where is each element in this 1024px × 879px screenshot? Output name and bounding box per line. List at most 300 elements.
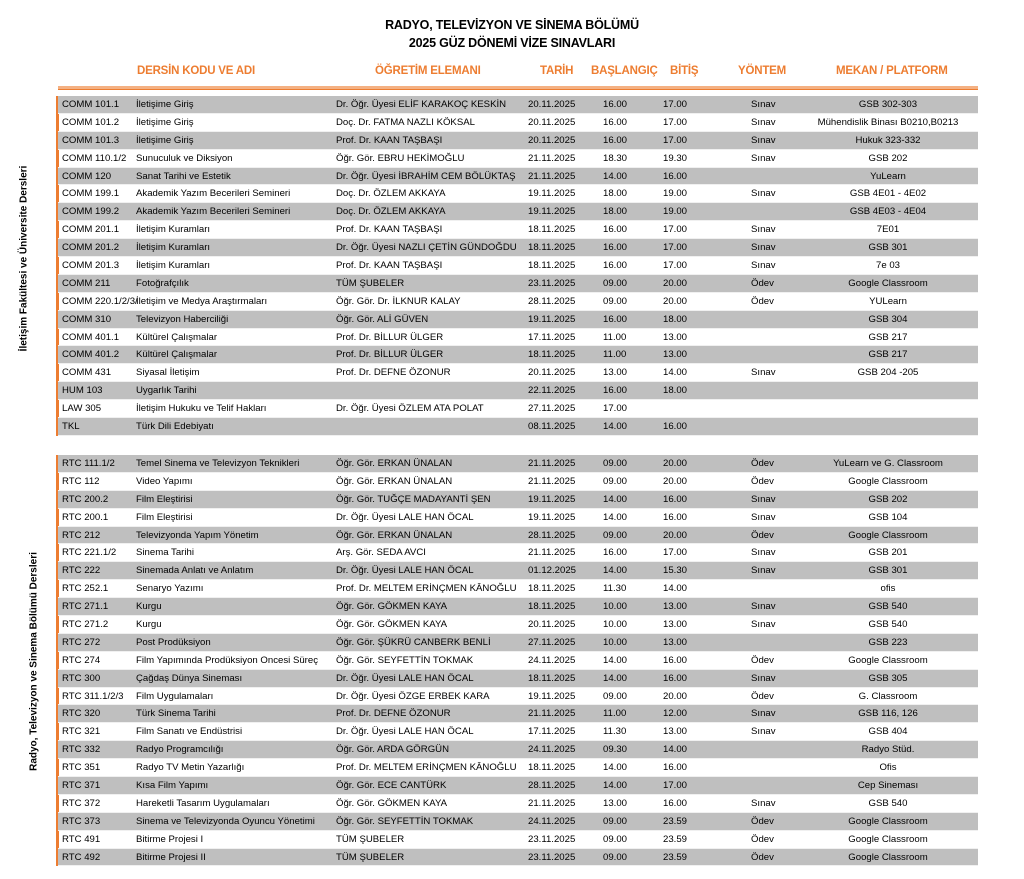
exam-place: Radyo Stüd. xyxy=(861,744,915,756)
start-time: 11.00 xyxy=(603,349,627,361)
exam-method: Sınav xyxy=(751,134,776,146)
course-name: Televizyon Haberciliği xyxy=(136,313,229,325)
course-code: COMM 201.1 xyxy=(62,224,120,236)
exam-date: 18.11.2025 xyxy=(528,224,576,236)
end-time: 17.00 xyxy=(663,547,688,559)
course-name: Akademik Yazım Becerileri Semineri xyxy=(136,206,291,218)
exam-method: Sınav xyxy=(751,242,776,254)
start-time: 09.00 xyxy=(603,277,628,289)
exam-place: GSB 540 xyxy=(868,601,908,613)
exam-place: 7e 03 xyxy=(875,260,900,272)
exam-place: Google Classroom xyxy=(848,833,928,845)
exam-date: 19.11.2025 xyxy=(528,493,576,505)
exam-method: Ödev xyxy=(751,529,774,541)
exam-place: GSB 404 xyxy=(868,726,908,738)
instructor: Öğr. Gör. ERKAN ÜNALAN xyxy=(336,475,453,487)
exam-method: Sınav xyxy=(751,99,776,110)
exam-date: 21.11.2025 xyxy=(528,458,576,469)
table-row xyxy=(58,741,978,759)
table-row xyxy=(58,580,978,598)
end-time: 14.00 xyxy=(663,583,688,595)
course-name: Radyo Programcılığı xyxy=(136,744,224,756)
course-name: Temel Sinema ve Televizyon Teknikleri xyxy=(136,458,300,469)
exam-date: 18.11.2025 xyxy=(528,242,576,254)
exam-place: Google Classroom xyxy=(848,851,928,863)
exam-date: 21.11.2025 xyxy=(528,475,576,487)
course-code: RTC 320 xyxy=(62,708,101,720)
course-name: Video Yapımı xyxy=(136,475,193,487)
course-name: Sinema ve Televizyonda Oyuncu Yönetimi xyxy=(136,815,315,827)
course-name: Akademik Yazım Becerileri Semineri xyxy=(136,188,291,200)
exam-place: GSB 201 xyxy=(868,547,908,559)
end-time: 18.00 xyxy=(663,313,688,325)
exam-method: Sınav xyxy=(751,601,776,613)
exam-date: 27.11.2025 xyxy=(528,636,576,648)
exam-place: Google Classroom xyxy=(848,475,928,487)
exam-method: Sınav xyxy=(751,224,776,236)
exam-date: 20.11.2025 xyxy=(528,99,576,110)
course-code: RTC 274 xyxy=(62,654,101,666)
course-code: RTC 372 xyxy=(62,797,101,809)
start-time: 16.00 xyxy=(603,260,628,272)
course-code: HUM 103 xyxy=(62,385,103,397)
course-code: COMM 101.1 xyxy=(62,99,120,110)
end-time: 13.00 xyxy=(663,619,688,631)
end-time: 17.00 xyxy=(663,134,688,146)
exam-method: Ödev xyxy=(751,458,774,469)
exam-date: 19.11.2025 xyxy=(528,313,576,325)
instructor: Öğr. Gör. TUĞÇE MADAYANTİ ŞEN xyxy=(336,493,491,505)
start-time: 13.00 xyxy=(603,367,628,379)
exam-date: 18.11.2025 xyxy=(528,672,576,684)
exam-date: 18.11.2025 xyxy=(528,583,576,595)
table-row xyxy=(58,652,978,670)
instructor: Dr. Öğr. Üyesi ÖZLEM ATA POLAT xyxy=(336,403,484,415)
table-row xyxy=(58,544,978,562)
start-time: 10.00 xyxy=(603,601,628,613)
start-time: 16.00 xyxy=(603,224,628,236)
course-name: İletişim Kuramları xyxy=(136,224,211,236)
start-time: 09.00 xyxy=(603,815,628,827)
exam-place: GSB 302-303 xyxy=(858,99,918,110)
instructor: Öğr. Gör. GÖKMEN KAYA xyxy=(336,601,448,613)
table-row xyxy=(58,562,978,580)
instructor: TÜM ŞUBELER xyxy=(336,833,405,845)
instructor: Doç. Dr. ÖZLEM AKKAYA xyxy=(336,206,446,218)
end-time: 20.00 xyxy=(663,458,688,469)
exam-method: Sınav xyxy=(751,367,776,379)
exam-method: Ödev xyxy=(751,654,774,666)
end-time: 23.59 xyxy=(663,833,688,845)
exam-place: GSB 305 xyxy=(868,672,908,684)
instructor: Dr. Öğr. Üyesi ÖZGE ERBEK KARA xyxy=(336,690,490,702)
instructor: Öğr. Gör. EBRU HEKİMOĞLU xyxy=(336,152,465,164)
end-time: 13.00 xyxy=(663,726,688,738)
exam-method: Ödev xyxy=(751,851,774,863)
table-row xyxy=(58,616,978,634)
course-name: Senaryo Yazımı xyxy=(136,583,204,595)
document-subtitle: 2025 GÜZ DÖNEMİ VİZE SINAVLARI xyxy=(408,36,616,50)
instructor: Dr. Öğr. Üyesi LALE HAN ÖCAL xyxy=(336,726,474,738)
course-name: Siyasal İletişim xyxy=(136,367,200,379)
course-code: COMM 401.2 xyxy=(62,349,120,361)
exam-place: GSB 540 xyxy=(868,619,908,631)
exam-method: Sınav xyxy=(751,188,776,200)
start-time: 09.00 xyxy=(603,833,628,845)
exam-method: Ödev xyxy=(751,690,774,702)
course-code: COMM 101.3 xyxy=(62,134,120,146)
course-name: Sunuculuk ve Diksiyon xyxy=(136,152,233,164)
exam-date: 23.11.2025 xyxy=(528,851,576,863)
instructor: Prof. Dr. BİLLUR ÜLGER xyxy=(336,331,444,343)
instructor: Prof. Dr. KAAN TAŞBAŞI xyxy=(336,224,443,236)
course-name: İletişim ve Medya Araştırmaları xyxy=(136,295,268,307)
course-name: Bitirme Projesi I xyxy=(136,833,204,845)
course-code: COMM 201.3 xyxy=(62,260,120,272)
course-code: COMM 201.2 xyxy=(62,242,120,254)
exam-method: Sınav xyxy=(751,152,776,164)
course-name: Kültürel Çalışmalar xyxy=(136,331,218,343)
exam-place: GSB 301 xyxy=(868,242,908,254)
end-time: 16.00 xyxy=(663,762,688,774)
instructor: Doç. Dr. ÖZLEM AKKAYA xyxy=(336,188,446,200)
exam-place: ofis xyxy=(880,583,896,595)
instructor: Öğr. Gör. ARDA GÖRGÜN xyxy=(336,744,450,756)
course-name: Kısa Film Yapımı xyxy=(136,780,209,792)
exam-date: 19.11.2025 xyxy=(528,206,576,218)
table-row xyxy=(58,795,978,813)
end-time: 15.30 xyxy=(663,565,688,577)
course-code: COMM 401.1 xyxy=(62,331,120,343)
course-code: COMM 110.1/2 xyxy=(62,152,127,164)
course-name: Sanat Tarihi ve Estetik xyxy=(136,170,231,182)
end-time: 16.00 xyxy=(663,511,688,523)
end-time: 19.30 xyxy=(663,152,688,164)
exam-date: 20.11.2025 xyxy=(528,134,576,146)
table-row xyxy=(58,634,978,652)
end-time: 17.00 xyxy=(663,242,688,254)
start-time: 10.00 xyxy=(603,619,628,631)
exam-date: 19.11.2025 xyxy=(528,188,576,200)
exam-place: Google Classroom xyxy=(848,815,928,827)
start-time: 09.00 xyxy=(603,475,628,487)
exam-place: Hukuk 323-332 xyxy=(855,134,921,146)
course-code: COMM 431 xyxy=(62,367,112,379)
header-course: DERSİN KODU VE ADI xyxy=(137,65,256,77)
header-instructor: ÖĞRETİM ELEMANI xyxy=(375,65,481,77)
exam-method: Sınav xyxy=(751,708,776,720)
end-time: 20.00 xyxy=(663,690,688,702)
end-time: 13.00 xyxy=(663,331,688,343)
exam-place: GSB 204 -205 xyxy=(857,367,919,379)
header-end: BİTİŞ xyxy=(670,65,699,77)
instructor: Dr. Öğr. Üyesi İBRAHİM CEM BÖLÜKTAŞ xyxy=(336,170,516,182)
exam-place: YuLearn ve G. Classroom xyxy=(833,458,943,469)
start-time: 14.00 xyxy=(603,170,628,182)
course-code: RTC 371 xyxy=(62,780,101,792)
course-name: Kurgu xyxy=(136,601,162,613)
start-time: 16.00 xyxy=(603,242,628,254)
exam-place: GSB 301 xyxy=(868,565,908,577)
header-method: YÖNTEM xyxy=(738,65,786,77)
table-row xyxy=(58,185,978,203)
end-time: 20.00 xyxy=(663,475,688,487)
course-code: RTC 112 xyxy=(62,475,100,487)
exam-date: 18.11.2025 xyxy=(528,762,576,774)
exam-place: GSB 304 xyxy=(868,313,908,325)
start-time: 14.00 xyxy=(603,762,628,774)
table-row xyxy=(58,509,978,527)
department-courses-table xyxy=(58,455,978,866)
exam-date: 19.11.2025 xyxy=(528,511,576,523)
course-code: RTC 271.2 xyxy=(62,619,109,631)
course-name: İletişime Giriş xyxy=(136,134,194,146)
end-time: 16.00 xyxy=(663,493,688,505)
start-time: 11.00 xyxy=(603,331,627,343)
instructor: Öğr. Gör. Dr. İLKNUR KALAY xyxy=(336,295,461,307)
exam-method: Sınav xyxy=(751,797,776,809)
table-row xyxy=(58,777,978,795)
table-row xyxy=(58,705,978,723)
table-row xyxy=(58,813,978,831)
table-row xyxy=(58,168,978,186)
start-time: 16.00 xyxy=(603,313,628,325)
exam-date: 28.11.2025 xyxy=(528,780,576,792)
instructor: Öğr. Gör. SEYFETTİN TOKMAK xyxy=(336,654,474,666)
exam-date: 23.11.2025 xyxy=(528,833,576,845)
exam-place: Cep Sineması xyxy=(857,780,919,792)
course-name: Türk Dili Edebiyatı xyxy=(136,421,214,433)
table-row xyxy=(58,114,978,132)
course-code: RTC 300 xyxy=(62,672,101,684)
exam-date: 17.11.2025 xyxy=(528,726,576,738)
table-row xyxy=(58,221,978,239)
header-date: TARİH xyxy=(540,65,574,77)
end-time: 18.00 xyxy=(663,385,688,397)
end-time: 17.00 xyxy=(663,260,688,272)
course-code: RTC 212 xyxy=(62,529,101,541)
end-time: 13.00 xyxy=(663,601,688,613)
exam-method: Sınav xyxy=(751,116,776,128)
course-name: Radyo TV Metin Yazarlığı xyxy=(136,762,245,774)
start-time: 09.00 xyxy=(603,458,628,469)
exam-place: GSB 223 xyxy=(868,636,908,648)
table-row xyxy=(58,759,978,777)
exam-date: 24.11.2025 xyxy=(528,744,576,756)
course-code: COMM 101.2 xyxy=(62,116,120,128)
table-row xyxy=(58,132,978,150)
exam-method: Sınav xyxy=(751,260,776,272)
table-row xyxy=(58,831,978,849)
exam-date: 24.11.2025 xyxy=(528,654,576,666)
course-code: RTC 222 xyxy=(62,565,101,577)
exam-place: Google Classroom xyxy=(848,654,928,666)
exam-place: GSB 202 xyxy=(868,493,908,505)
exam-place: Google Classroom xyxy=(848,529,928,541)
course-code: RTC 492 xyxy=(62,851,101,863)
end-time: 13.00 xyxy=(663,349,688,361)
end-time: 17.00 xyxy=(663,780,688,792)
exam-date: 01.12.2025 xyxy=(528,565,577,577)
exam-place: GSB 217 xyxy=(868,349,908,361)
course-code: COMM 199.1 xyxy=(62,188,120,200)
course-code: RTC 351 xyxy=(62,762,101,774)
instructor: Arş. Gör. SEDA AVCI xyxy=(336,547,426,559)
exam-date: 21.11.2025 xyxy=(528,170,576,182)
exam-place: YULearn xyxy=(869,295,907,307)
start-time: 14.00 xyxy=(603,654,628,666)
end-time: 14.00 xyxy=(663,367,688,379)
course-code: RTC 252.1 xyxy=(62,583,109,595)
course-name: Kurgu xyxy=(136,619,162,631)
start-time: 14.00 xyxy=(603,780,628,792)
exam-date: 22.11.2025 xyxy=(528,385,576,397)
instructor: Prof. Dr. DEFNE ÖZONUR xyxy=(336,367,451,379)
exam-date: 18.11.2025 xyxy=(528,349,576,361)
instructor: Dr. Öğr. Üyesi ELİF KARAKOÇ KESKİN xyxy=(336,99,507,110)
course-name: Bitirme Projesi II xyxy=(136,851,206,863)
start-time: 16.00 xyxy=(603,134,628,146)
course-code: COMM 220.1/2/3/ xyxy=(62,295,138,307)
instructor: Dr. Öğr. Üyesi LALE HAN ÖCAL xyxy=(336,672,474,684)
table-row xyxy=(58,598,978,616)
exam-place: GSB 540 xyxy=(868,797,908,809)
start-time: 13.00 xyxy=(603,797,628,809)
course-name: Türk Sinema Tarihi xyxy=(136,708,216,720)
group-label-department: Radyo, Televizyon ve Sinema Bölümü Dersleri xyxy=(28,552,40,771)
exam-place: 7E01 xyxy=(876,224,900,236)
exam-date: 21.11.2025 xyxy=(528,547,576,559)
end-time: 16.00 xyxy=(663,672,688,684)
course-name: Uygarlık Tarihi xyxy=(136,385,197,397)
start-time: 18.30 xyxy=(603,152,628,164)
end-time: 17.00 xyxy=(663,116,688,128)
exam-method: Sınav xyxy=(751,493,776,505)
end-time: 16.00 xyxy=(663,797,688,809)
instructor: Dr. Öğr. Üyesi NAZLI ÇETİN GÜNDOĞDU xyxy=(336,242,517,254)
table-row xyxy=(58,491,978,509)
exam-date: 28.11.2025 xyxy=(528,295,576,307)
exam-place: G. Classroom xyxy=(858,690,918,702)
course-code: RTC 200.1 xyxy=(62,511,109,523)
instructor: Prof. Dr. DEFNE ÖZONUR xyxy=(336,708,451,720)
exam-date: 21.11.2025 xyxy=(528,708,576,720)
exam-place: GSB 202 xyxy=(868,152,908,164)
course-code: LAW 305 xyxy=(62,403,102,415)
end-time: 16.00 xyxy=(663,421,688,433)
table-row xyxy=(58,473,978,491)
end-time: 23.59 xyxy=(663,851,688,863)
exam-method: Sınav xyxy=(751,672,776,684)
start-time: 16.00 xyxy=(603,99,628,110)
exam-place: GSB 116, 126 xyxy=(858,708,918,720)
exam-date: 19.11.2025 xyxy=(528,690,576,702)
exam-method: Ödev xyxy=(751,277,774,289)
exam-date: 08.11.2025 xyxy=(528,421,576,433)
exam-date: 20.11.2025 xyxy=(528,619,576,631)
group-label-faculty: İletişim Fakültesi ve Üniversite Dersleri xyxy=(18,165,30,352)
course-name: İletişime Giriş xyxy=(136,116,194,128)
instructor: TÜM ŞUBELER xyxy=(336,277,405,289)
start-time: 09.00 xyxy=(603,851,628,863)
document-title: RADYO, TELEVİZYON VE SİNEMA BÖLÜMÜ xyxy=(385,18,639,32)
start-time: 16.00 xyxy=(603,385,628,397)
course-name: İletişim Kuramları xyxy=(136,242,211,254)
start-time: 09.30 xyxy=(603,744,628,756)
course-code: COMM 120 xyxy=(62,170,112,182)
course-code: RTC 221.1/2 xyxy=(62,547,117,559)
exam-date: 21.11.2025 xyxy=(528,797,576,809)
end-time: 20.00 xyxy=(663,295,688,307)
table-row xyxy=(58,239,978,257)
exam-date: 20.11.2025 xyxy=(528,116,576,128)
table-row xyxy=(58,400,978,418)
start-time: 14.00 xyxy=(603,421,628,433)
exam-method: Ödev xyxy=(751,475,774,487)
table-row xyxy=(58,346,978,364)
course-name: İletişim Hukuku ve Telif Hakları xyxy=(136,403,267,415)
instructor: Öğr. Gör. ERKAN ÜNALAN xyxy=(336,529,453,541)
end-time: 17.00 xyxy=(663,224,688,236)
table-row xyxy=(58,311,978,329)
course-name: Film Eleştirisi xyxy=(136,511,193,523)
start-time: 09.00 xyxy=(603,529,628,541)
end-time: 16.00 xyxy=(663,170,688,182)
course-name: Film Sanatı ve Endüstrisi xyxy=(136,726,243,738)
table-row xyxy=(58,329,978,347)
course-code: RTC 311.1/2/3 xyxy=(62,690,124,702)
course-name: Film Uygulamaları xyxy=(136,690,214,702)
header-start: BAŞLANGIÇ xyxy=(591,65,658,77)
table-row xyxy=(58,96,978,114)
instructor: Öğr. Gör. ERKAN ÜNALAN xyxy=(336,458,453,469)
instructor: Öğr. Gör. ŞÜKRÜ CANBERK BENLİ xyxy=(336,636,491,648)
exam-date: 24.11.2025 xyxy=(528,815,576,827)
exam-method: Ödev xyxy=(751,295,774,307)
course-name: Post Prodüksiyon xyxy=(136,636,211,648)
course-name: Kültürel Çalışmalar xyxy=(136,349,218,361)
instructor: Öğr. Gör. GÖKMEN KAYA xyxy=(336,619,448,631)
start-time: 09.00 xyxy=(603,690,628,702)
course-name: Sinema Tarihi xyxy=(136,547,194,559)
exam-method: Ödev xyxy=(751,815,774,827)
instructor: Prof. Dr. MELTEM ERİNÇMEN KÂNOĞLU xyxy=(336,762,517,774)
instructor: Öğr. Gör. SEYFETTİN TOKMAK xyxy=(336,815,474,827)
end-time: 19.00 xyxy=(663,188,688,200)
end-time: 19.00 xyxy=(663,206,688,218)
instructor: Doç. Dr. FATMA NAZLI KÖKSAL xyxy=(336,116,475,128)
course-code: COMM 211 xyxy=(62,277,111,289)
exam-date: 28.11.2025 xyxy=(528,529,576,541)
exam-place: Mühendislik Binası B0210,B0213 xyxy=(817,116,959,128)
course-name: Film Eleştirisi xyxy=(136,493,193,505)
table-row xyxy=(58,670,978,688)
exam-place: GSB 4E03 - 4E04 xyxy=(849,206,927,218)
exam-method: Sınav xyxy=(751,511,776,523)
exam-date: 17.11.2025 xyxy=(528,331,576,343)
table-row xyxy=(58,382,978,400)
end-time: 20.00 xyxy=(663,529,688,541)
end-time: 20.00 xyxy=(663,277,688,289)
course-name: Çağdaş Dünya Sineması xyxy=(136,672,243,684)
exam-date: 18.11.2025 xyxy=(528,601,576,613)
start-time: 17.00 xyxy=(603,403,628,415)
course-name: İletişime Giriş xyxy=(136,99,194,110)
table-row xyxy=(58,455,978,473)
exam-date: 18.11.2025 xyxy=(528,260,576,272)
table-row xyxy=(58,723,978,741)
start-time: 10.00 xyxy=(603,636,628,648)
